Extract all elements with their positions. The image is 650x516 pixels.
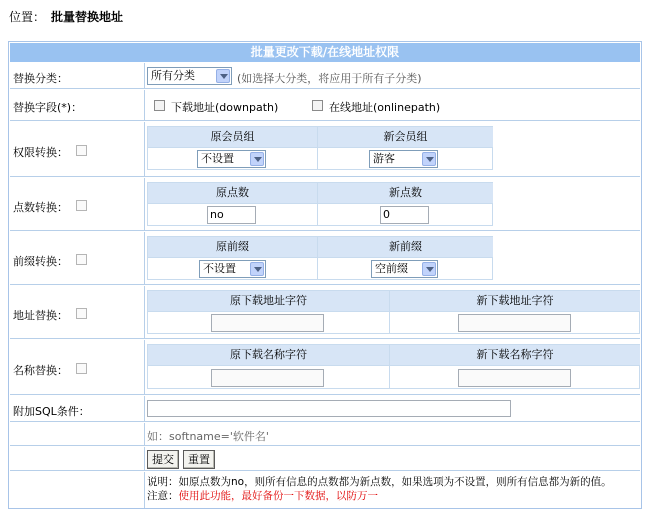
- name-label: 名称替换：: [13, 364, 68, 377]
- new-prefix-select[interactable]: [371, 260, 438, 278]
- note-warning-text: 使用此功能，最好备份一下数据，以防万一: [178, 490, 378, 502]
- address-label: 地址替换：: [13, 309, 68, 322]
- name-col1-header: 原下载名称字符: [148, 345, 389, 365]
- sql-example-row: [10, 423, 640, 446]
- prefix-row: [10, 232, 640, 285]
- new-points-input[interactable]: 0: [380, 206, 429, 224]
- sql-example: 如：softname='软件名': [147, 430, 269, 443]
- prefix-col1-header: 原前缀: [148, 237, 317, 257]
- fields-row: [10, 90, 640, 121]
- form-header: 批量更改下载/在线地址权限: [10, 43, 640, 62]
- reset-button[interactable]: 重置: [183, 450, 215, 469]
- permission-row: [10, 122, 640, 177]
- new-prefix-value: 空前缀: [375, 262, 408, 275]
- fields-label: 替换字段(*)：: [13, 101, 83, 114]
- location-prefix: 位置：: [9, 10, 46, 24]
- old-prefix-value: 不设置: [203, 262, 236, 275]
- chevron-down-icon: [250, 152, 264, 166]
- category-label: 替换分类：: [13, 72, 68, 85]
- address-col1-header: 原下载地址字符: [148, 291, 389, 311]
- points-col2-header: 新点数: [318, 183, 493, 203]
- page-title: 批量替换地址: [51, 10, 124, 24]
- chevron-down-icon: [250, 262, 264, 276]
- points-row: [10, 178, 640, 231]
- prefix-label: 前缀转换：: [13, 255, 68, 268]
- new-group-select[interactable]: [369, 150, 438, 168]
- permission-col1-header: 原会员组: [148, 127, 317, 147]
- old-group-value: 不设置: [201, 152, 234, 165]
- chevron-down-icon: [422, 262, 436, 276]
- category-select[interactable]: [147, 67, 232, 85]
- permission-col2-header: 新会员组: [318, 127, 493, 147]
- address-row: [10, 286, 640, 339]
- chevron-down-icon: [216, 69, 230, 83]
- notes: [147, 475, 640, 503]
- category-hint: (如选择大分类，将应用于所有子分类): [237, 72, 422, 85]
- old-name-input[interactable]: [211, 369, 324, 387]
- old-group-select[interactable]: [197, 150, 266, 168]
- new-address-input[interactable]: [458, 314, 571, 332]
- permission-checkbox[interactable]: [76, 145, 87, 156]
- note-description: 说明：如原点数为no，则所有信息的点数都为新点数，如果选项为不设置，则所有信息都为新的值。: [147, 476, 612, 488]
- address-col2-header: 新下载地址字符: [390, 291, 640, 311]
- category-select-value: 所有分类: [151, 69, 195, 82]
- name-row: [10, 340, 640, 395]
- breadcrumb: [9, 8, 123, 25]
- chevron-down-icon: [422, 152, 436, 166]
- buttons-row: [10, 447, 640, 471]
- sql-row: [10, 396, 640, 422]
- permission-subtable: [147, 126, 493, 170]
- points-label: 点数转换：: [13, 201, 68, 214]
- submit-button[interactable]: 提交: [147, 450, 179, 469]
- permission-label: 权限转换：: [13, 146, 68, 159]
- prefix-subtable: [147, 236, 493, 280]
- notes-row: [10, 472, 640, 508]
- address-subtable: [147, 290, 640, 334]
- old-points-input[interactable]: no: [207, 206, 256, 224]
- prefix-checkbox[interactable]: [76, 254, 87, 265]
- points-checkbox[interactable]: [76, 200, 87, 211]
- old-prefix-select[interactable]: [199, 260, 266, 278]
- downpath-checkbox[interactable]: [154, 100, 165, 111]
- sql-label: 附加SQL条件：: [13, 405, 90, 418]
- name-checkbox[interactable]: [76, 363, 87, 374]
- note-warning-line: [147, 489, 640, 503]
- new-name-input[interactable]: [458, 369, 571, 387]
- onlinepath-label: 在线地址(onlinepath): [329, 101, 441, 114]
- downpath-label: 下载地址(downpath): [171, 101, 279, 114]
- address-checkbox[interactable]: [76, 308, 87, 319]
- name-subtable: [147, 344, 640, 389]
- onlinepath-checkbox[interactable]: [312, 100, 323, 111]
- new-group-value: 游客: [373, 152, 395, 165]
- batch-replace-form: [8, 41, 642, 509]
- old-address-input[interactable]: [211, 314, 324, 332]
- name-col2-header: 新下载名称字符: [390, 345, 640, 365]
- points-col1-header: 原点数: [148, 183, 317, 203]
- category-row: [10, 63, 640, 89]
- note-warning-prefix: 注意：: [147, 490, 179, 502]
- sql-condition-input[interactable]: [147, 400, 511, 417]
- prefix-col2-header: 新前缀: [318, 237, 493, 257]
- points-subtable: [147, 182, 493, 226]
